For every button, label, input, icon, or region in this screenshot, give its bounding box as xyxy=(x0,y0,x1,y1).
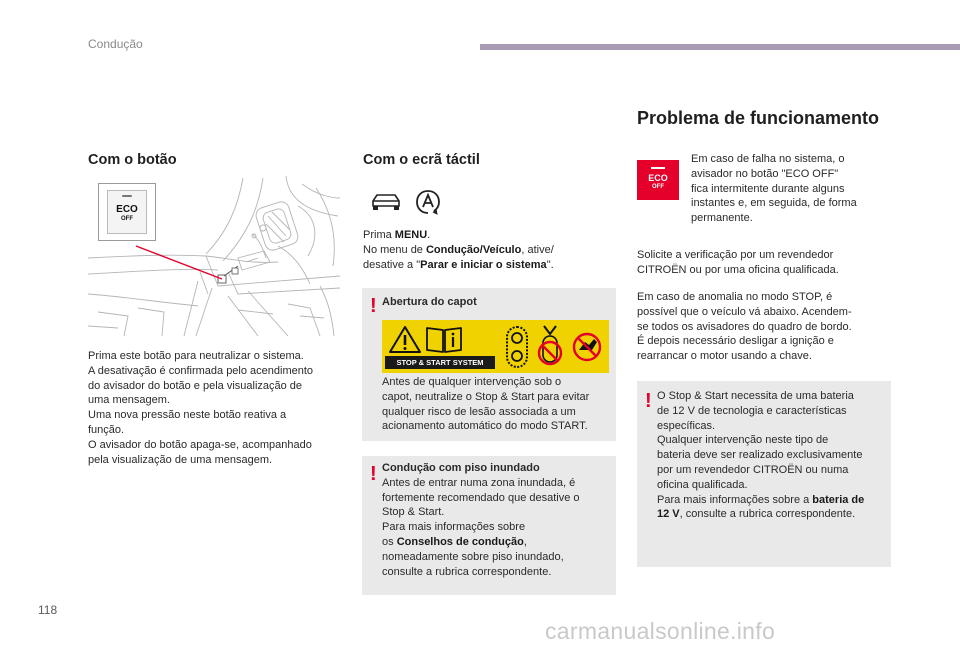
text-line: Antes de entrar numa zona inundada, é xyxy=(382,476,576,489)
deactivate-item: Parar e iniciar o sistema xyxy=(420,258,547,271)
header-bar xyxy=(480,44,960,50)
text-line: Solicite a verificação por um revendedor xyxy=(637,249,834,261)
line9-suffix: , consulte a rubrica correspondente. xyxy=(679,508,856,521)
text-line: fica intermitente durante alguns xyxy=(691,182,845,195)
deactivate-suffix: ". xyxy=(546,258,554,271)
text-line: rearrancar o motor usando a chave. xyxy=(637,350,812,363)
text-line: Prima este botão para neutralizar o sistema. xyxy=(88,350,304,362)
text-line: do avisador do botão e pela visualização de xyxy=(88,379,303,392)
text-line: Stop & Start. xyxy=(382,506,445,519)
text-line: fortemente recomendado que desative o xyxy=(382,491,580,504)
warning-triangle-icon xyxy=(388,324,422,354)
warning-text xyxy=(657,389,889,522)
dashboard-illustration xyxy=(88,176,340,336)
text-line: Antes de qualquer intervenção sob o xyxy=(382,376,562,388)
menu-prefix: No menu de xyxy=(363,243,426,256)
line5-suffix: , xyxy=(523,535,527,548)
text-line: O Stop & Start necessita de uma bateria xyxy=(657,390,854,402)
eco-off-warning-indicator-icon xyxy=(637,160,679,200)
warning-title: Condução com piso inundado xyxy=(382,462,540,474)
warning-icon: ! xyxy=(645,390,652,412)
text-line: Uma nova pressão neste botão reativa a xyxy=(88,409,287,422)
text-line: capot, neutralize o Stop & Start para evitar xyxy=(382,390,590,403)
text-line: de 12 V de tecnologia e características xyxy=(657,404,847,417)
watermark: carmanualsonline.info xyxy=(545,618,776,644)
text-line: Qualquer intervenção neste tipo de xyxy=(657,434,829,447)
text-line: nomeadamente sobre piso inundado, xyxy=(382,550,564,563)
text-line: bateria deve ser realizado exclusivamente xyxy=(657,449,863,462)
stop-start-system-label: STOP & START SYSTEM xyxy=(385,356,495,369)
bateria-link-text: bateria de xyxy=(812,493,865,506)
menu-suffix: , ative/ xyxy=(521,243,554,256)
no-hand-belt-icon xyxy=(534,322,566,372)
eco-label: ECO xyxy=(116,204,138,215)
warning-box-piso-inundado xyxy=(362,456,616,595)
text-line: possível que o veículo vá abaixo. Acendem- xyxy=(637,305,852,318)
text-line: específicas. xyxy=(657,419,716,432)
text-line: se todos os avisadores do quadro de bordo. xyxy=(637,320,852,333)
text-line: acionamento automático do modo START. xyxy=(382,420,588,433)
verify-paragraph xyxy=(637,248,897,278)
off-label: OFF xyxy=(652,184,664,190)
text-line: qualquer risco de lesão associada a um xyxy=(382,405,576,418)
warning-icon: ! xyxy=(370,295,377,317)
heading-com-o-ecra-tactil: Com o ecrã táctil xyxy=(363,152,480,168)
heading-problema-de-funcionamento: Problema de funcionamento xyxy=(637,108,880,128)
no-hand-icon xyxy=(570,330,604,364)
driving-assist-icon xyxy=(414,188,442,216)
line8-prefix: Para mais informações sobre a xyxy=(657,493,813,506)
text-line: permanente. xyxy=(691,212,753,225)
text-line: Em caso de falha no sistema, o xyxy=(691,153,845,165)
heading-com-o-botao: Com o botão xyxy=(88,152,177,168)
warning-box-bateria xyxy=(637,381,891,567)
press-prefix: Prima xyxy=(363,229,395,241)
press-suffix: . xyxy=(427,229,431,241)
manual-book-icon xyxy=(424,324,464,354)
eco-label: ECO xyxy=(648,173,668,183)
warning-icon: ! xyxy=(370,463,377,485)
line5-prefix: os xyxy=(382,535,397,548)
col1-paragraph xyxy=(88,349,348,467)
conselhos-link-text: Conselhos de condução xyxy=(396,535,524,548)
menu-term: MENU xyxy=(394,229,428,241)
section-label: Condução xyxy=(88,37,143,51)
text-line: É depois necessário desligar a ignição e xyxy=(637,335,834,348)
deactivate-prefix: desative a " xyxy=(363,258,421,271)
warning-text xyxy=(382,375,614,434)
bateria-12v-text: 12 V xyxy=(657,508,680,521)
off-label: OFF xyxy=(121,216,133,222)
text-line: pela visualização de uma mensagem. xyxy=(88,453,273,466)
drive-belt-icon xyxy=(502,324,532,370)
text-line: O avisador do botão apaga-se, acompanhado xyxy=(88,438,312,451)
text-line: função. xyxy=(88,423,125,436)
car-icon xyxy=(368,191,404,213)
page-number: 118 xyxy=(38,603,58,617)
warning-title: Abertura do capot xyxy=(382,296,477,308)
text-line: Em caso de anomalia no modo STOP, é xyxy=(637,291,833,303)
text-line: consulte a rubrica correspondente. xyxy=(382,565,552,578)
text-line: Para mais informações sobre xyxy=(382,521,526,534)
anomaly-paragraph xyxy=(637,290,897,364)
menu-item-conducao: Condução/Veículo xyxy=(425,243,522,256)
text-line: por um revendedor CITROËN ou numa xyxy=(657,463,849,476)
text-line: A desativação é confirmada pelo acendimento xyxy=(88,364,314,377)
text-line: uma mensagem. xyxy=(88,394,170,407)
text-line: CITROËN ou por uma oficina qualificada. xyxy=(637,263,839,276)
col2-instructions xyxy=(363,228,608,272)
stop-start-sticker xyxy=(382,320,609,373)
text-line: avisador no botão "ECO OFF" xyxy=(691,167,839,180)
text-line: oficina qualificada. xyxy=(657,478,748,491)
warning-text xyxy=(382,461,612,579)
fault-paragraph xyxy=(691,152,891,226)
text-line: instantes e, em seguida, de forma xyxy=(691,197,857,210)
